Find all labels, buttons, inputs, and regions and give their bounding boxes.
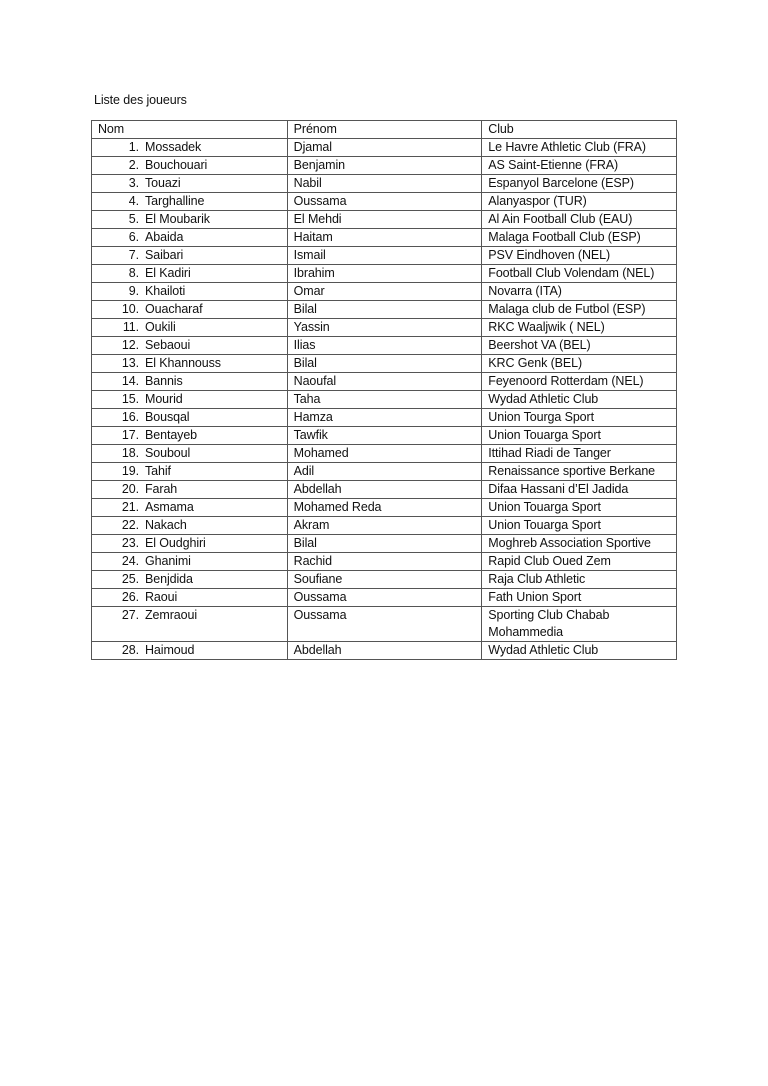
row-number: 10. <box>121 302 139 316</box>
table-row <box>92 139 677 157</box>
cell-nom <box>92 391 288 409</box>
cell-nom <box>92 499 288 517</box>
cell-nom <box>92 589 288 607</box>
cell-nom <box>92 139 288 157</box>
cell-club: Union Touarga Sport <box>482 427 677 445</box>
table-row <box>92 535 677 553</box>
table-row <box>92 319 677 337</box>
cell-club: Le Havre Athletic Club (FRA) <box>482 139 677 157</box>
cell-club: Al Ain Football Club (EAU) <box>482 211 677 229</box>
cell-prenom: Mohamed <box>287 445 482 463</box>
cell-club: Wydad Athletic Club <box>482 391 677 409</box>
cell-nom <box>92 337 288 355</box>
cell-nom <box>92 571 288 589</box>
cell-club: Renaissance sportive Berkane <box>482 463 677 481</box>
table-row <box>92 427 677 445</box>
cell-prenom: Ismail <box>287 247 482 265</box>
cell-club: Football Club Volendam (NEL) <box>482 265 677 283</box>
cell-prenom: Bilal <box>287 355 482 373</box>
player-last-name: Benjdida <box>145 572 193 586</box>
player-last-name: Touazi <box>145 176 181 190</box>
player-last-name: El Moubarik <box>145 212 210 226</box>
cell-prenom: Tawfik <box>287 427 482 445</box>
cell-prenom: Ilias <box>287 337 482 355</box>
row-number: 4. <box>128 194 139 208</box>
table-row <box>92 589 677 607</box>
table-row <box>92 211 677 229</box>
cell-club: Difaa Hassani d’El Jadida <box>482 481 677 499</box>
player-last-name: El Kadiri <box>145 266 191 280</box>
cell-club: Espanyol Barcelone (ESP) <box>482 175 677 193</box>
cell-club: Ittihad Riadi de Tanger <box>482 445 677 463</box>
cell-prenom: Hamza <box>287 409 482 427</box>
cell-nom <box>92 427 288 445</box>
row-number: 3. <box>128 176 139 190</box>
cell-prenom: Rachid <box>287 553 482 571</box>
cell-club: KRC Genk (BEL) <box>482 355 677 373</box>
cell-club: Fath Union Sport <box>482 589 677 607</box>
cell-nom <box>92 301 288 319</box>
player-last-name: Raoui <box>145 590 178 604</box>
table-row <box>92 175 677 193</box>
cell-club: Union Touarga Sport <box>482 517 677 535</box>
table-body <box>92 139 677 660</box>
table-row <box>92 247 677 265</box>
row-number: 21. <box>121 500 139 514</box>
row-number: 14. <box>121 374 139 388</box>
cell-prenom: Bilal <box>287 301 482 319</box>
cell-prenom: Djamal <box>287 139 482 157</box>
cell-club: Raja Club Athletic <box>482 571 677 589</box>
player-last-name: Mossadek <box>145 140 202 154</box>
player-last-name: Targhalline <box>145 194 205 208</box>
player-last-name: Bouchouari <box>145 158 208 172</box>
cell-prenom: Abdellah <box>287 642 482 660</box>
player-last-name: Tahif <box>145 464 171 478</box>
header-club: Club <box>482 121 677 139</box>
row-number: 5. <box>128 212 139 226</box>
cell-prenom: Haitam <box>287 229 482 247</box>
row-number: 12. <box>121 338 139 352</box>
cell-club: AS Saint-Etienne (FRA) <box>482 157 677 175</box>
row-number: 18. <box>121 446 139 460</box>
cell-club: Alanyaspor (TUR) <box>482 193 677 211</box>
row-number: 24. <box>121 554 139 568</box>
table-row <box>92 193 677 211</box>
cell-prenom: Oussama <box>287 193 482 211</box>
cell-nom <box>92 265 288 283</box>
row-number: 27. <box>121 608 139 622</box>
row-number: 17. <box>121 428 139 442</box>
player-last-name: Abaida <box>145 230 184 244</box>
table-row <box>92 337 677 355</box>
row-number: 13. <box>121 356 139 370</box>
header-prenom: Prénom <box>287 121 482 139</box>
header-nom: Nom <box>92 121 288 139</box>
player-last-name: El Khannouss <box>145 356 221 370</box>
table-row <box>92 607 677 642</box>
player-last-name: Bousqal <box>145 410 190 424</box>
cell-prenom: Oussama <box>287 607 482 642</box>
cell-nom <box>92 355 288 373</box>
cell-club: Beershot VA (BEL) <box>482 337 677 355</box>
table-row <box>92 373 677 391</box>
cell-club: Feyenoord Rotterdam (NEL) <box>482 373 677 391</box>
cell-nom <box>92 553 288 571</box>
cell-prenom: Ibrahim <box>287 265 482 283</box>
row-number: 2. <box>128 158 139 172</box>
cell-nom <box>92 283 288 301</box>
row-number: 23. <box>121 536 139 550</box>
cell-prenom: Yassin <box>287 319 482 337</box>
cell-nom <box>92 373 288 391</box>
row-number: 22. <box>121 518 139 532</box>
table-row <box>92 409 677 427</box>
row-number: 20. <box>121 482 139 496</box>
table-row <box>92 355 677 373</box>
cell-prenom: El Mehdi <box>287 211 482 229</box>
table-row <box>92 391 677 409</box>
table-row <box>92 283 677 301</box>
cell-prenom: Adil <box>287 463 482 481</box>
cell-nom <box>92 157 288 175</box>
player-last-name: Oukili <box>145 320 176 334</box>
player-last-name: Bannis <box>145 374 183 388</box>
row-number: 25. <box>121 572 139 586</box>
cell-nom <box>92 175 288 193</box>
row-number: 16. <box>121 410 139 424</box>
cell-nom <box>92 445 288 463</box>
cell-nom <box>92 607 288 642</box>
table-row <box>92 445 677 463</box>
cell-club: Rapid Club Oued Zem <box>482 553 677 571</box>
cell-prenom: Taha <box>287 391 482 409</box>
cell-prenom: Bilal <box>287 535 482 553</box>
cell-club: RKC Waaljwik ( NEL) <box>482 319 677 337</box>
players-table <box>91 120 677 660</box>
row-number: 8. <box>128 266 139 280</box>
player-last-name: Asmama <box>145 500 194 514</box>
cell-nom <box>92 535 288 553</box>
player-last-name: Mourid <box>145 392 183 406</box>
table-row <box>92 301 677 319</box>
cell-prenom: Nabil <box>287 175 482 193</box>
row-number: 9. <box>128 284 139 298</box>
cell-nom <box>92 463 288 481</box>
cell-nom <box>92 517 288 535</box>
row-number: 28. <box>121 643 139 657</box>
cell-nom <box>92 481 288 499</box>
player-last-name: Farah <box>145 482 178 496</box>
player-last-name: Sebaoui <box>145 338 191 352</box>
cell-club: Union Touarga Sport <box>482 499 677 517</box>
player-last-name: Haimoud <box>145 643 195 657</box>
player-last-name: Nakach <box>145 518 187 532</box>
cell-prenom: Benjamin <box>287 157 482 175</box>
row-number: 7. <box>128 248 139 262</box>
cell-nom <box>92 211 288 229</box>
table-row <box>92 463 677 481</box>
table-row <box>92 229 677 247</box>
cell-prenom: Akram <box>287 517 482 535</box>
cell-club: Novarra (ITA) <box>482 283 677 301</box>
table-row <box>92 571 677 589</box>
cell-club: Union Tourga Sport <box>482 409 677 427</box>
row-number: 1. <box>128 140 139 154</box>
player-last-name: Bentayeb <box>145 428 198 442</box>
row-number: 26. <box>121 590 139 604</box>
table-row <box>92 642 677 660</box>
cell-prenom: Soufiane <box>287 571 482 589</box>
player-last-name: Zemraoui <box>145 608 197 622</box>
cell-nom <box>92 193 288 211</box>
cell-club: Malaga Football Club (ESP) <box>482 229 677 247</box>
cell-prenom: Oussama <box>287 589 482 607</box>
player-last-name: Saibari <box>145 248 184 262</box>
table-header-row <box>92 121 677 139</box>
player-last-name: Ghanimi <box>145 554 191 568</box>
cell-club: Sporting Club Chabab Mohammedia <box>482 607 677 642</box>
cell-club: Wydad Athletic Club <box>482 642 677 660</box>
cell-nom <box>92 319 288 337</box>
page-title: Liste des joueurs <box>94 93 187 107</box>
row-number: 6. <box>128 230 139 244</box>
table-row <box>92 517 677 535</box>
player-last-name: Souboul <box>145 446 191 460</box>
cell-prenom: Abdellah <box>287 481 482 499</box>
player-last-name: Khailoti <box>145 284 186 298</box>
row-number: 15. <box>121 392 139 406</box>
row-number: 19. <box>121 464 139 478</box>
player-last-name: Ouacharaf <box>145 302 203 316</box>
cell-prenom: Omar <box>287 283 482 301</box>
table-row <box>92 265 677 283</box>
cell-club: Malaga club de Futbol (ESP) <box>482 301 677 319</box>
table-row <box>92 499 677 517</box>
row-number: 11. <box>122 320 139 334</box>
cell-prenom: Naoufal <box>287 373 482 391</box>
cell-nom <box>92 247 288 265</box>
cell-prenom: Mohamed Reda <box>287 499 482 517</box>
player-last-name: El Oudghiri <box>145 536 206 550</box>
cell-club: PSV Eindhoven (NEL) <box>482 247 677 265</box>
cell-club: Moghreb Association Sportive <box>482 535 677 553</box>
table-row <box>92 157 677 175</box>
cell-nom <box>92 642 288 660</box>
cell-nom <box>92 409 288 427</box>
table-row <box>92 481 677 499</box>
cell-nom <box>92 229 288 247</box>
table-row <box>92 553 677 571</box>
